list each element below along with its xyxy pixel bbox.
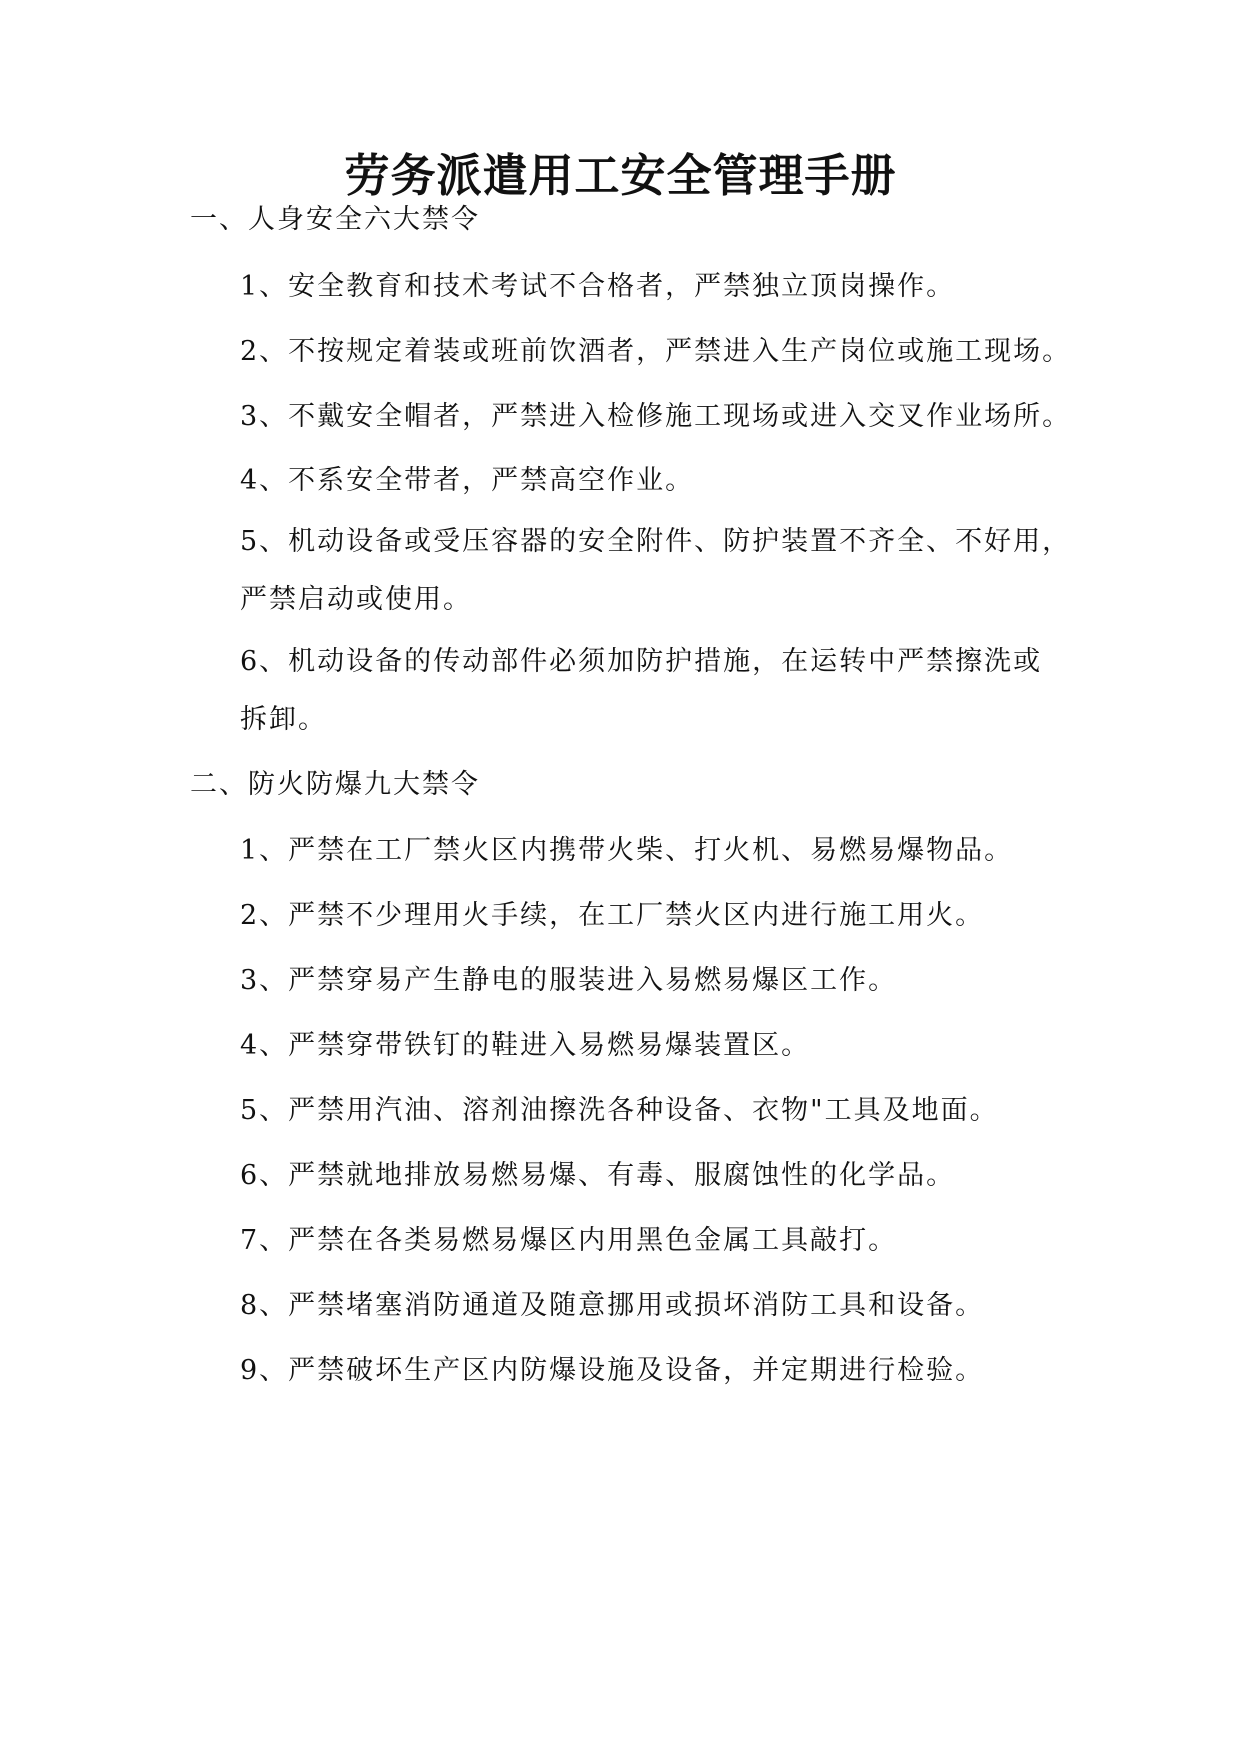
section2-item-3: 3、严禁穿易产生静电的服装进入易燃易爆区工作。 — [240, 965, 898, 996]
section1-item-2: 2、不按规定着装或班前饮酒者，严禁进入生产岗位或施工现场。 — [240, 336, 1072, 367]
section2-item-1: 1、严禁在工厂禁火区内携带火柴、打火机、易燃易爆物品。 — [240, 835, 1014, 866]
section1-item-1: 1、安全教育和技术考试不合格者，严禁独立顶岗操作。 — [240, 271, 956, 302]
section2-item-6: 6、严禁就地排放易燃易爆、有毒、服腐蚀性的化学品。 — [240, 1160, 956, 1191]
section2-item-5: 5、严禁用汽油、溶剂油擦洗各种设备、衣物"工具及地面。 — [240, 1095, 999, 1126]
section2-item-7: 7、严禁在各类易燃易爆区内用黑色金属工具敲打。 — [240, 1225, 898, 1256]
section1-item-6: 6、机动设备的传动部件必须加防护措施，在运转中严禁擦洗或 — [240, 646, 1043, 677]
section1-item-4: 4、不系安全带者，严禁高空作业。 — [240, 465, 695, 496]
document-title: 劳务派遣用工安全管理手册 — [344, 149, 897, 202]
section2-item-2: 2、严禁不少理用火手续，在工厂禁火区内进行施工用火。 — [240, 900, 985, 931]
section2-item-9: 9、严禁破坏生产区内防爆设施及设备，并定期进行检验。 — [240, 1355, 985, 1386]
section1-item-5-continued: 严禁启动或使用。 — [240, 584, 472, 615]
section2-item-4: 4、严禁穿带铁钉的鞋进入易燃易爆装置区。 — [240, 1030, 811, 1061]
section-heading-fire-explosion: 二、防火防爆九大禁令 — [190, 769, 480, 800]
section1-item-5: 5、机动设备或受压容器的安全附件、防护装置不齐全、不好用， — [240, 526, 1072, 557]
section-heading-personal-safety: 一、人身安全六大禁令 — [190, 204, 480, 235]
section1-item-3: 3、不戴安全帽者，严禁进入检修施工现场或进入交叉作业场所。 — [240, 401, 1072, 432]
section1-item-6-continued: 拆卸。 — [240, 704, 327, 735]
section2-item-8: 8、严禁堵塞消防通道及随意挪用或损坏消防工具和设备。 — [240, 1290, 985, 1321]
